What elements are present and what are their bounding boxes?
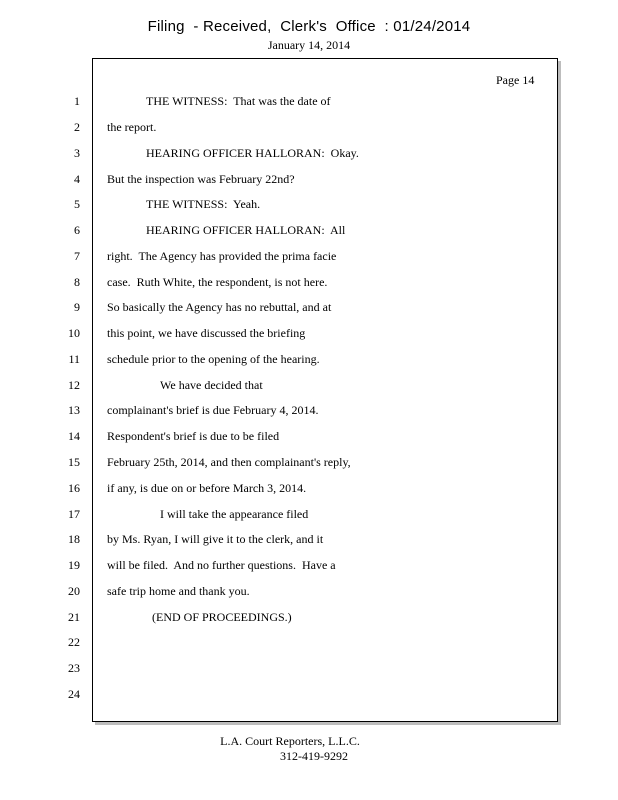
line-number: 9 xyxy=(74,300,80,314)
transcript-line: will be filed. And no further questions. Have a xyxy=(107,558,336,572)
line-number: 1 xyxy=(74,94,80,108)
transcript-line: HEARING OFFICER HALLORAN: Okay. xyxy=(146,146,359,160)
transcript-line: complainant's brief is due February 4, 2014. xyxy=(107,403,319,417)
page-number: Page 14 xyxy=(496,73,535,87)
line-number: 22 xyxy=(68,635,80,649)
transcript-line: by Ms. Ryan, I will give it to the clerk, and it xyxy=(107,532,324,546)
line-number: 23 xyxy=(68,661,80,675)
line-number: 6 xyxy=(74,223,80,237)
line-number: 20 xyxy=(68,584,80,598)
transcript-line: I will take the appearance filed xyxy=(160,507,309,521)
transcript-date: January 14, 2014 xyxy=(267,38,351,52)
transcript-line: safe trip home and thank you. xyxy=(107,584,250,598)
line-number: 10 xyxy=(68,326,80,340)
transcript-line: But the inspection was February 22nd? xyxy=(107,172,295,186)
reporter-phone: 312-419-9292 xyxy=(280,749,348,763)
transcript-line: THE WITNESS: That was the date of xyxy=(146,94,331,108)
line-number: 3 xyxy=(74,146,80,160)
transcript-line: February 25th, 2014, and then complainant's reply, xyxy=(107,455,351,469)
transcript-line: right. The Agency has provided the prima facie xyxy=(107,249,337,263)
transcript-line: THE WITNESS: Yeah. xyxy=(146,197,261,211)
line-number: 21 xyxy=(68,610,80,624)
filing-stamp: Filing - Received, Clerk's Office : 01/24/2014 xyxy=(147,18,471,35)
transcript-line: this point, we have discussed the briefing xyxy=(107,326,306,340)
line-number: 8 xyxy=(74,275,80,289)
transcript-line: (END OF PROCEEDINGS.) xyxy=(152,610,292,624)
transcript-line: HEARING OFFICER HALLORAN: All xyxy=(146,223,346,237)
line-number: 2 xyxy=(74,120,80,134)
line-number: 5 xyxy=(74,197,80,211)
line-number: 13 xyxy=(68,403,80,417)
line-number: 18 xyxy=(68,532,80,546)
transcript-line: case. Ruth White, the respondent, is not here. xyxy=(107,275,328,289)
transcript-line: We have decided that xyxy=(160,378,263,392)
reporter-company: L.A. Court Reporters, L.L.C. xyxy=(220,734,360,748)
line-number: 14 xyxy=(68,429,80,443)
line-number: 4 xyxy=(74,172,80,186)
line-number: 19 xyxy=(68,558,80,572)
transcript-line: schedule prior to the opening of the hearing. xyxy=(107,352,320,366)
line-number: 17 xyxy=(68,507,80,521)
line-number: 15 xyxy=(68,455,80,469)
transcript-line: So basically the Agency has no rebuttal, and at xyxy=(107,300,332,314)
line-number: 11 xyxy=(68,352,80,366)
transcript-line: the report. xyxy=(107,120,157,134)
transcript-line: Respondent's brief is due to be filed xyxy=(107,429,280,443)
line-number: 7 xyxy=(74,249,80,263)
line-number: 16 xyxy=(68,481,80,495)
line-number: 24 xyxy=(68,687,80,701)
line-number: 12 xyxy=(68,378,80,392)
transcript-line: if any, is due on or before March 3, 2014. xyxy=(107,481,307,495)
